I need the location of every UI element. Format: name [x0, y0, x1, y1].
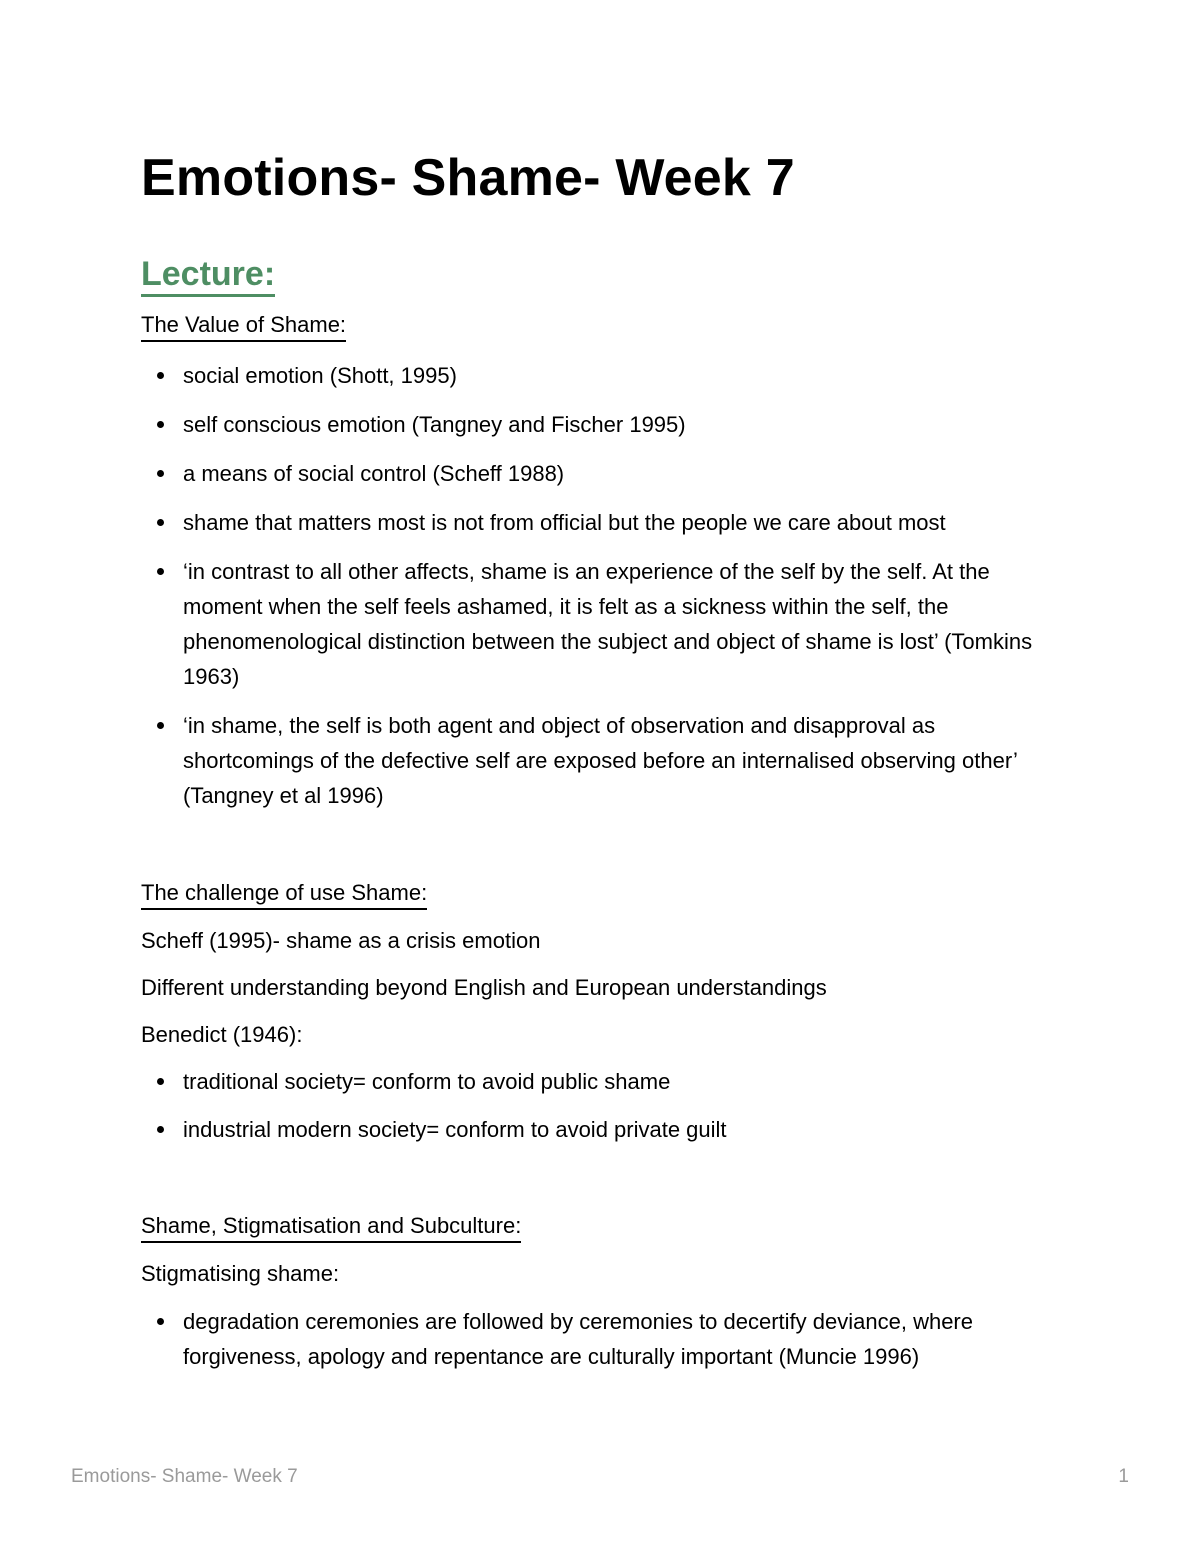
value-of-shame-list: [141, 358, 1061, 813]
bullet-icon: [157, 470, 164, 477]
list-item: self conscious emotion (Tangney and Fischer 1995): [141, 407, 1061, 442]
challenge-line-benedict: Benedict (1946):: [141, 1022, 303, 1047]
list-item: a means of social control (Scheff 1988): [141, 456, 1061, 491]
bullet-icon: [157, 372, 164, 379]
bullet-icon: [157, 1126, 164, 1133]
subheading-challenge-of-shame: The challenge of use Shame:: [141, 879, 427, 910]
bullet-icon: [157, 1318, 164, 1325]
document-body: [141, 146, 1061, 1374]
list-item: industrial modern society= conform to avoid private guilt: [141, 1112, 1061, 1147]
benedict-list: [141, 1064, 1061, 1147]
bullet-icon: [157, 568, 164, 575]
footer-page-number: 1: [1118, 1466, 1129, 1487]
bullet-icon: [157, 421, 164, 428]
list-item: traditional society= conform to avoid public shame: [141, 1064, 1061, 1099]
subheading-stigmatisation: Shame, Stigmatisation and Subculture:: [141, 1212, 521, 1243]
list-item: degradation ceremonies are followed by ceremonies to decertify deviance, where forgiveness, apology and repentance are culturally important (Muncie 1996): [141, 1304, 1061, 1374]
subheading-value-of-shame: The Value of Shame:: [141, 311, 346, 342]
bullet-icon: [157, 1078, 164, 1085]
stigmatising-shame-line: Stigmatising shame:: [141, 1261, 340, 1286]
challenge-line-scheff: Scheff (1995)- shame as a crisis emotion: [141, 928, 541, 953]
stigmatisation-list: [141, 1304, 1061, 1374]
bullet-icon: [157, 519, 164, 526]
list-item: social emotion (Shott, 1995): [141, 358, 1061, 393]
document-title: Emotions- Shame- Week 7: [141, 149, 795, 207]
challenge-line-understanding: Different understanding beyond English and European understandings: [141, 975, 827, 1000]
list-item: shame that matters most is not from official but the people we care about most: [141, 505, 1061, 540]
list-item: ‘in contrast to all other affects, shame is an experience of the self by the self. At the moment when the self feels ashamed, it is felt as a sickness within the self, the phenomenological distinction between the subject and object of shame is lost’ (Tomkins 1963): [141, 554, 1061, 694]
section-heading-lecture: Lecture:: [141, 254, 275, 297]
footer-title: Emotions- Shame- Week 7: [71, 1466, 298, 1487]
bullet-icon: [157, 722, 164, 729]
list-item: ‘in shame, the self is both agent and object of observation and disapproval as shortcomings of the defective self are exposed before an internalised observing other’ (Tangney et al 1996): [141, 708, 1061, 813]
